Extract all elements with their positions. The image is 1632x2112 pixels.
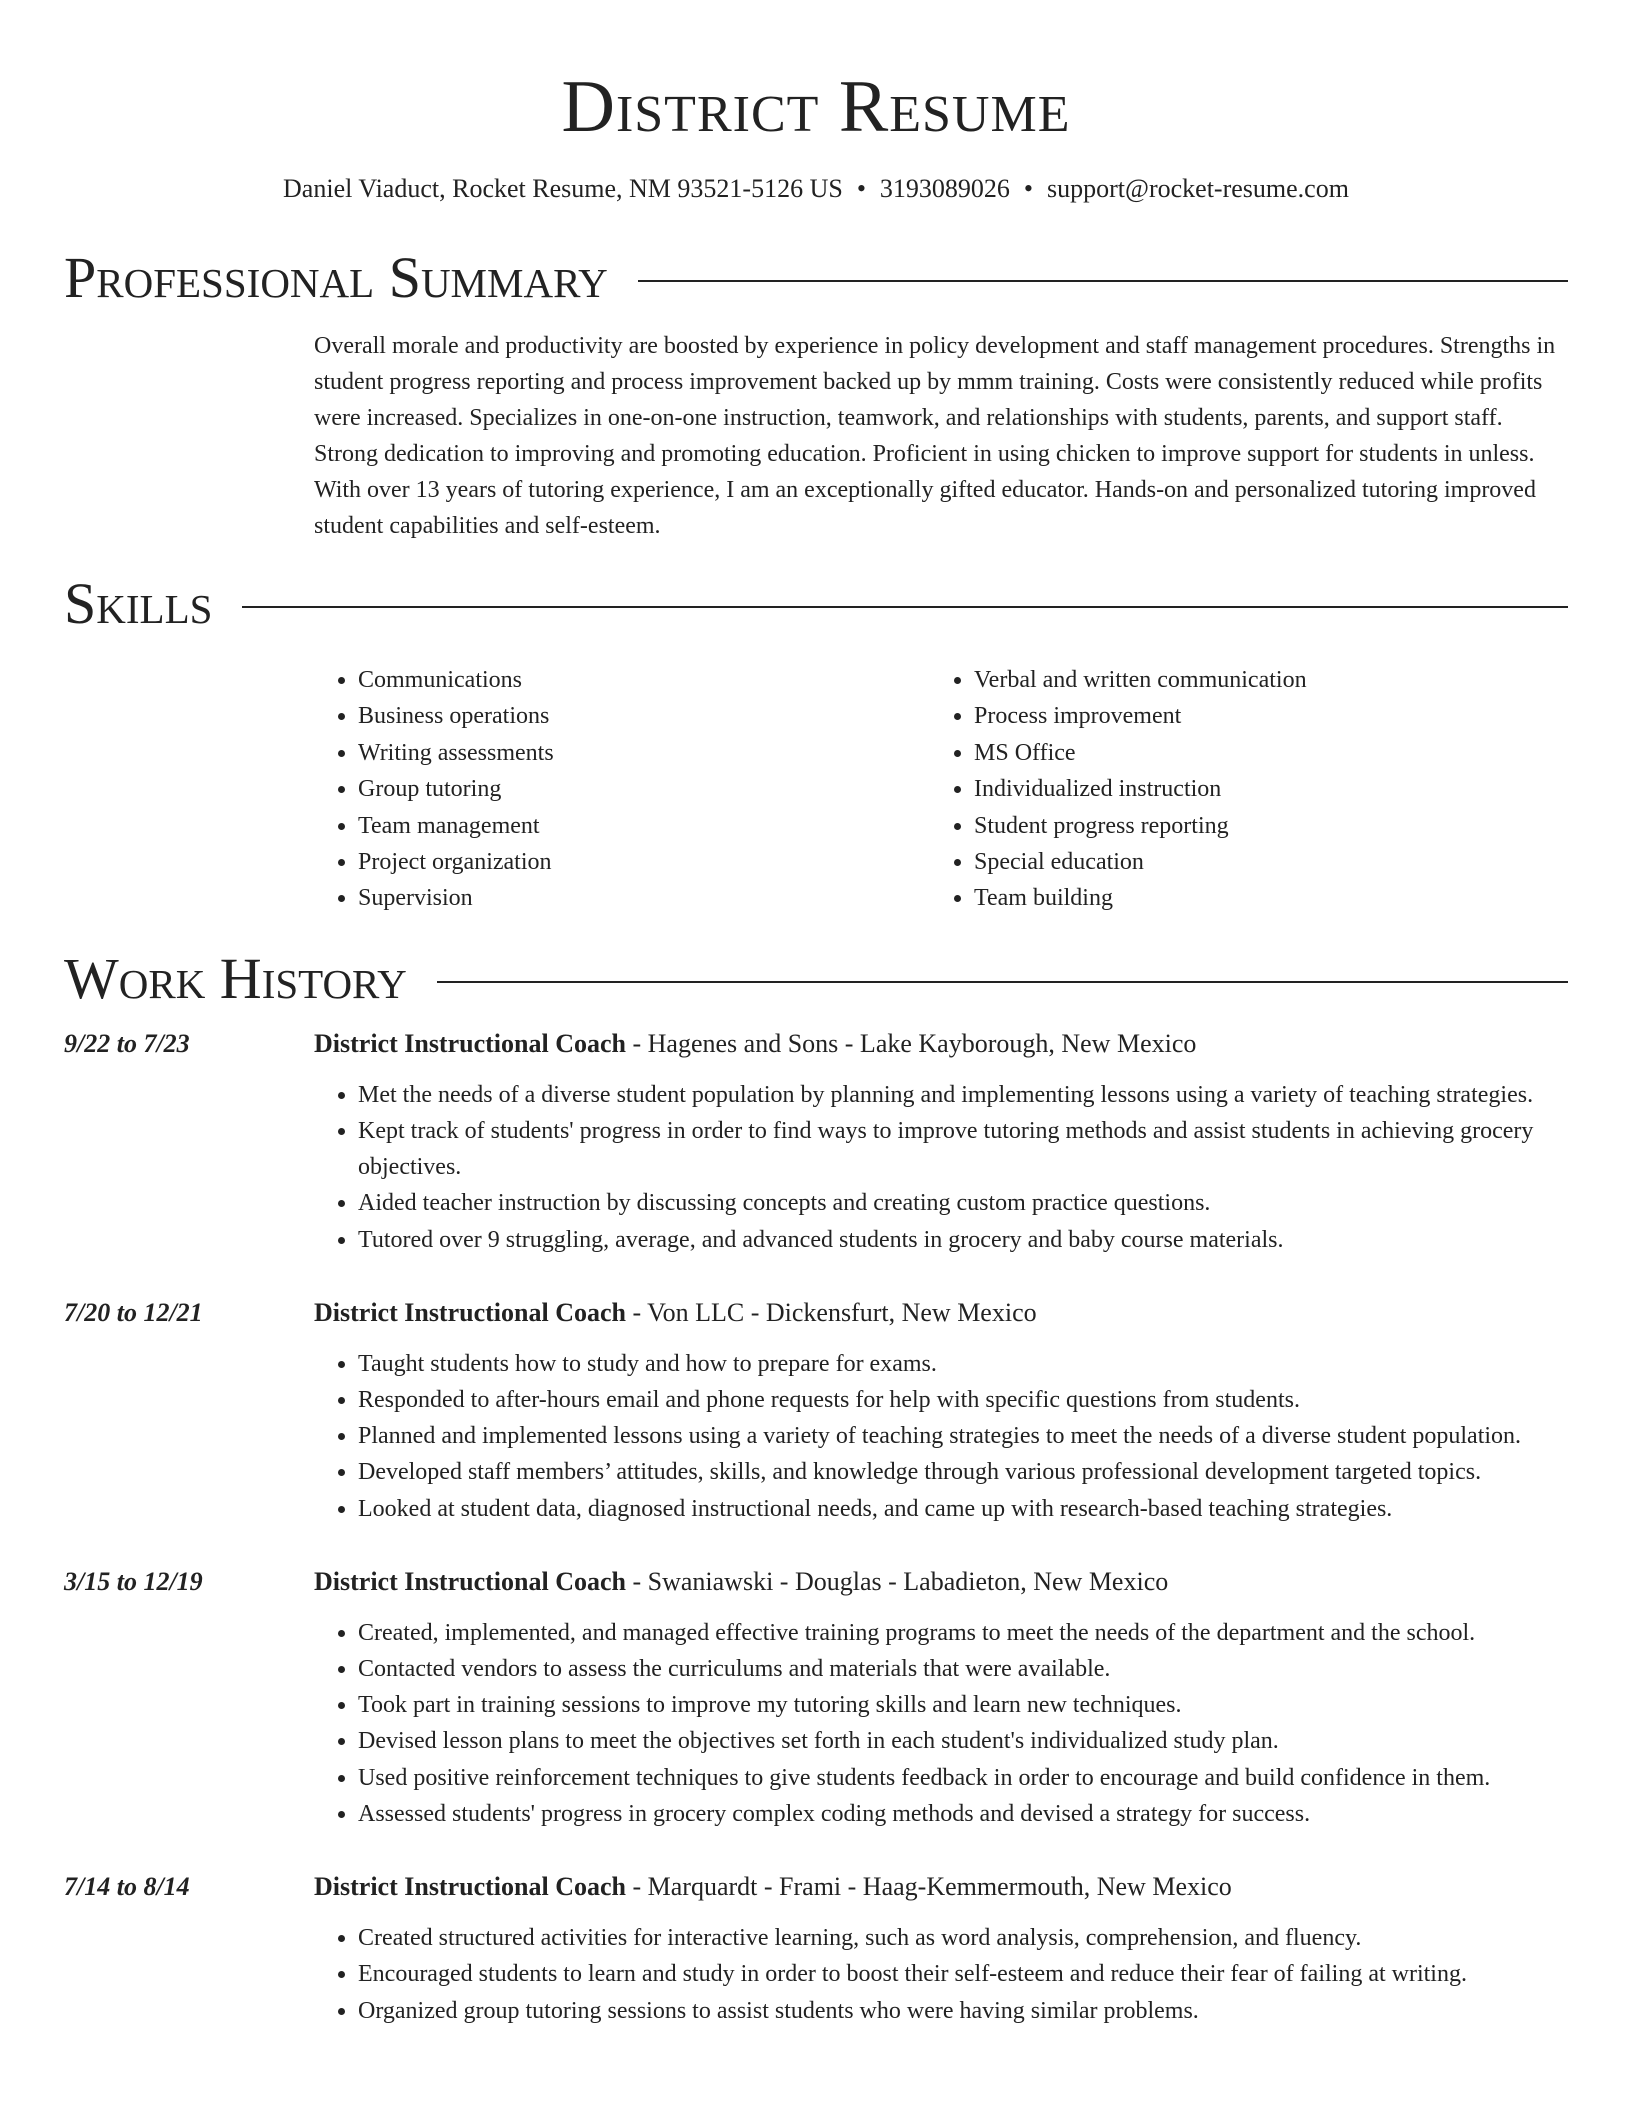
work-section-header (64, 947, 1568, 1011)
skill-item: • Team management (358, 808, 930, 844)
job-title: District Instructional Coach (314, 1028, 626, 1058)
job-bullet: • Kept track of students' progress in order to find ways to improve tutoring methods and assist students in achieving grocery objectives. (358, 1113, 1564, 1185)
summary-section-header (64, 246, 1568, 310)
skill-item: • MS Office (974, 735, 1546, 771)
job-bullet: • Assessed students' progress in grocery complex coding methods and devised a strategy for success. (358, 1796, 1564, 1832)
contact-separator: • (856, 174, 866, 203)
skill-item: • Writing assessments (358, 735, 930, 771)
job-employer: - Marquardt - Frami - Haag-Kemmermouth, New Mexico (625, 1872, 1232, 1902)
job-position (314, 1870, 1232, 1904)
skills-list (314, 662, 1564, 917)
contact-email: support@rocket-resume.com (1047, 174, 1349, 203)
job-employer: - Von LLC - Dickensfurt, New Mexico (625, 1297, 1037, 1327)
job-bullet: • Tutored over 9 struggling, average, and advanced students in grocery and baby course materials. (358, 1222, 1564, 1258)
skill-item: • Supervision (358, 880, 930, 916)
job-employer: - Swaniawski - Douglas - Labadieton, New Mexico (625, 1566, 1169, 1596)
job-bullet: • Organized group tutoring sessions to assist students who were having similar problems. (358, 1993, 1564, 2029)
job-position (314, 1027, 1196, 1061)
skills-heading: Skills (64, 571, 213, 636)
job-position (314, 1565, 1168, 1599)
job-bullet: • Aided teacher instruction by discussing concepts and creating custom practice questions. (358, 1185, 1564, 1221)
section-divider (638, 280, 1568, 282)
job-dates: 7/14 to 8/14 (64, 1872, 190, 1902)
skill-item: • Communications (358, 662, 930, 698)
job-bullet: • Developed staff members’ attitudes, skills, and knowledge through various professional development targeted topics. (358, 1454, 1564, 1490)
summary-heading: Professional Summary (64, 245, 608, 310)
job-header (64, 1565, 1568, 1599)
contact-address: Daniel Viaduct, Rocket Resume, NM 93521-5126 US (283, 174, 843, 203)
job-bullet: • Looked at student data, diagnosed instructional needs, and came up with research-based teaching strategies. (358, 1491, 1564, 1527)
resume-page (64, 0, 1568, 2029)
job-entry (64, 1296, 1568, 1527)
job-bullet: • Encouraged students to learn and study in order to boost their self-esteem and reduce their fear of failing at writing. (358, 1956, 1564, 1992)
skill-item: • Student progress reporting (974, 808, 1546, 844)
job-bullet: • Created, implemented, and managed effective training programs to meet the needs of the department and the school. (358, 1615, 1564, 1651)
job-bullet: • Devised lesson plans to meet the objectives set forth in each student's individualized study plan. (358, 1723, 1564, 1759)
skill-item: • Individualized instruction (974, 771, 1546, 807)
contact-line (64, 172, 1568, 206)
job-bullets (314, 1346, 1564, 1527)
job-title: District Instructional Coach (314, 1872, 626, 1902)
skill-item: • Special education (974, 844, 1546, 880)
job-header (64, 1027, 1568, 1061)
job-title: District Instructional Coach (314, 1297, 626, 1327)
section-divider (242, 606, 1568, 608)
skills-column-left (314, 662, 930, 917)
skill-item: • Business operations (358, 698, 930, 734)
resume-title: District Resume (561, 66, 1071, 148)
job-header (64, 1870, 1568, 1904)
job-bullets (314, 1920, 1564, 2029)
job-bullets (314, 1077, 1564, 1258)
job-dates: 7/20 to 12/21 (64, 1297, 203, 1327)
job-bullet: • Took part in training sessions to improve my tutoring skills and learn new techniques. (358, 1687, 1564, 1723)
job-entry (64, 1565, 1568, 1832)
job-bullets (314, 1615, 1564, 1832)
skill-item: • Verbal and written communication (974, 662, 1546, 698)
job-header (64, 1296, 1568, 1330)
job-bullet: • Created structured activities for interactive learning, such as word analysis, comprehension, and fluency. (358, 1920, 1564, 1956)
skill-item: • Group tutoring (358, 771, 930, 807)
skills-column-right (930, 662, 1546, 917)
job-bullet: • Responded to after-hours email and phone requests for help with specific questions from students. (358, 1382, 1564, 1418)
skill-item: • Team building (974, 880, 1546, 916)
job-bullet: • Planned and implemented lessons using a variety of teaching strategies to meet the needs of a diverse student population. (358, 1418, 1564, 1454)
skill-item: • Project organization (358, 844, 930, 880)
job-dates: 3/15 to 12/19 (64, 1566, 203, 1596)
contact-phone: 3193089026 (879, 174, 1010, 203)
job-entry (64, 1027, 1568, 1258)
job-bullet: • Taught students how to study and how to prepare for exams. (358, 1346, 1564, 1382)
work-heading: Work History (64, 945, 407, 1011)
job-title: District Instructional Coach (314, 1566, 626, 1596)
job-position (314, 1296, 1037, 1330)
contact-separator: • (1023, 174, 1034, 203)
skills-section-header (64, 572, 1568, 636)
job-bullet: • Contacted vendors to assess the curriculums and materials that were available. (358, 1651, 1564, 1687)
job-employer: - Hagenes and Sons - Lake Kayborough, New Mexico (625, 1028, 1197, 1058)
skill-item: • Process improvement (974, 698, 1546, 734)
job-dates: 9/22 to 7/23 (64, 1028, 190, 1058)
summary-text: Overall morale and productivity are boosted by experience in policy development and staff management procedures. Strengths in student progress reporting and process improvement backed up by mmm training. Costs were consistently reduced while profits were increased. Specializes in one-on-one instruction, teamwork, and relationships with students, parents, and support staff. Strong dedication to improving and promoting education. Proficient in using chicken to improve support for students in unless. With over 13 years of tutoring experience, I am an exceptionally gifted educator. Hands-on and personalized tutoring improved student capabilities and self-esteem. (314, 333, 1556, 539)
section-divider (437, 981, 1568, 983)
job-bullet: • Used positive reinforcement techniques to give students feedback in order to encourage and build confidence in them. (358, 1760, 1564, 1796)
job-entry (64, 1870, 1568, 2029)
job-bullet: • Met the needs of a diverse student population by planning and implementing lessons using a variety of teaching strategies. (358, 1077, 1564, 1113)
